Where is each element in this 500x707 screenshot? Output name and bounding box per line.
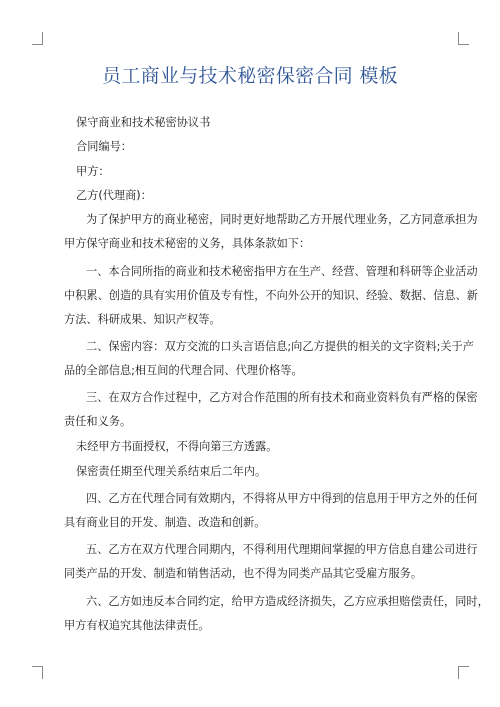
clause-2-paragraph [64,335,474,383]
paragraph-line: 六、乙方如违反本合同约定，给甲方造成经济损失，乙方应承担赔偿责任，同时， [86,595,489,608]
paragraph-line: 一、本合同所指的商业和技术秘密指甲方在生产、经营、管理和科研等企业活动 [86,265,478,278]
paragraph-line: 同类产品的开发、制造和销售活动，也不得为同类产品其它受雇方服务。 [64,567,423,580]
paragraph-line: 甲方保守商业和技术秘密的义务，具体条款如下： [64,237,311,250]
paragraph-line: 保守商业和技术秘密协议书 [76,116,211,129]
clause-3-paragraph [64,386,478,434]
paragraph-line: 四、乙方在代理合同有效期内，不得将从甲方中得到的信息用于甲方之外的任何 [86,492,478,505]
paragraph-line: 未经甲方书面授权，不得向第三方透露。 [76,440,278,453]
paragraph-line: 中积累、创造的具有实用价值及专有性，不向外公开的知识、经验、数据、信息、新 [64,289,478,302]
agreement-heading [64,111,456,135]
clause-5-paragraph [64,538,478,586]
authorization-paragraph [64,435,444,459]
document-title: 员工商业与技术秘密保密合同 模板 [102,65,398,87]
paragraph-line: 甲方： [76,165,110,178]
clause-6-paragraph [64,590,489,638]
paragraph-line: 三、在双方合作过程中，乙方对合作范围的所有技术和商业资料负有严格的保密 [86,391,478,404]
paragraph-line: 乙方(代理商)： [76,189,152,202]
clause-1-paragraph [64,260,478,332]
paragraph-line: 具有商业目的开发、制造、改造和创新。 [64,516,266,529]
clause-4-paragraph [64,487,478,535]
paragraph-line: 品的全部信息;相互间的代理合同、代理价格等。 [64,364,303,377]
contract-number-field [64,135,456,159]
paragraph-line: 合同编号： [76,140,132,153]
crop-mark-top-left [32,32,43,45]
paragraph-line: 为了保护甲方的商业秘密，同时更好地帮助乙方开展代理业务，乙方同意承担为 [86,213,478,226]
paragraph-line: 责任和义务。 [64,415,132,428]
confidentiality-term-paragraph [64,460,444,484]
paragraph-line: 二、保密内容：双方交流的口头言语信息;向乙方提供的相关的文字资料;关于产 [86,340,474,353]
crop-mark-bottom-right [458,666,469,679]
preamble-paragraph [64,208,478,256]
crop-mark-top-right [458,32,469,45]
paragraph-line: 方法、科研成果、知识产权等。 [64,313,221,326]
party-b-field [64,184,456,208]
paragraph-line: 甲方有权追究其他法律责任。 [64,619,210,632]
paragraph-line: 五、乙方在双方代理合同期内，不得利用代理期间掌握的甲方信息自建公司进行 [86,543,478,556]
crop-mark-bottom-left [32,666,43,679]
paragraph-line: 保密责任期至代理关系结束后二年内。 [76,465,267,478]
party-a-field [64,160,456,184]
